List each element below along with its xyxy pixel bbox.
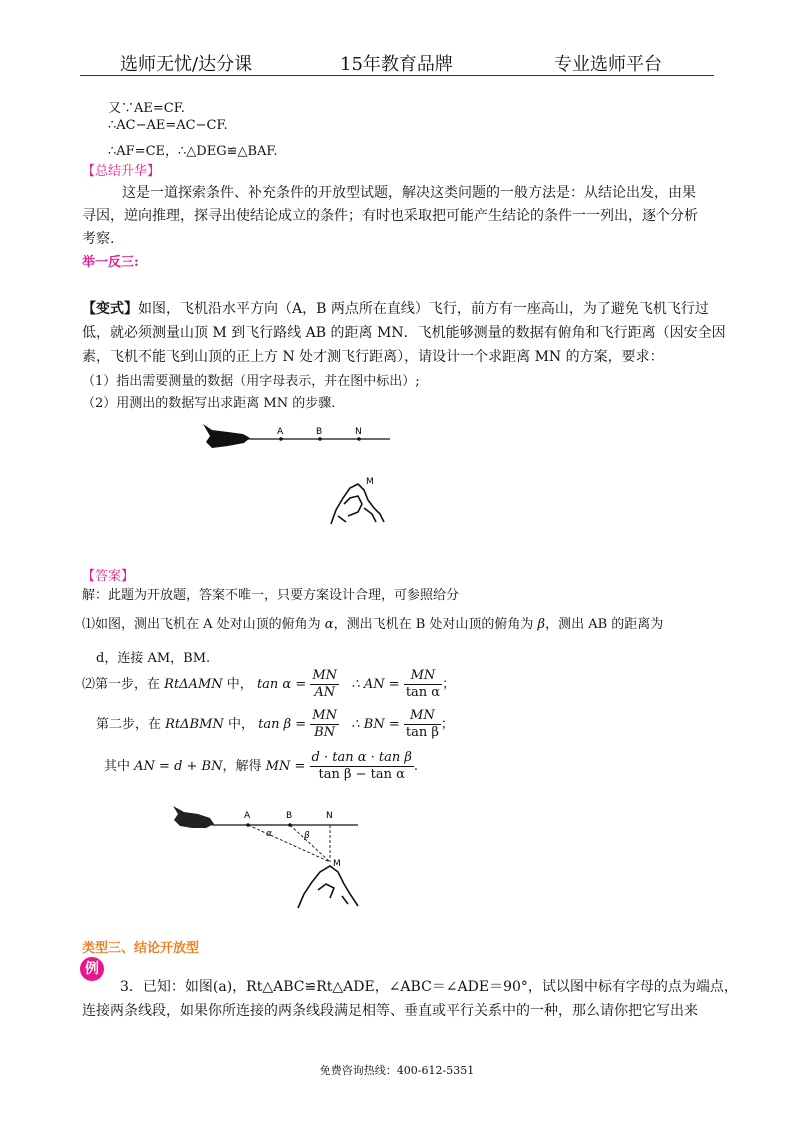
point-n (357, 437, 361, 441)
frac-mn-tana: $\frac{MN}{\text{tan α}}$ (405, 668, 441, 700)
point-a (279, 437, 283, 441)
frac-mn-bn: $\frac{MN}{BN}$ (312, 708, 337, 740)
triangle-bmn: RtΔBMN (165, 717, 224, 732)
proof-line-3: ∴AF=CE，∴△DEG≌△BAF. (108, 144, 278, 159)
summary-line-2: 寻因，逆向推理，探寻出使结论成立的条件；有时也采取把可能产生结论的条件一一列出，逐个分析 (82, 208, 698, 224)
semi-1: ； (442, 677, 456, 692)
triangle-amn: RtΔAMN (164, 677, 223, 692)
header-center: 15年教育品牌 (340, 54, 453, 75)
tan-alpha-eq: tan α = (256, 677, 307, 692)
figure-1 (198, 418, 398, 538)
proof-line-1: 又∵AE=CF. (108, 101, 185, 116)
type3-heading: 类型三、结论开放型 (82, 941, 200, 956)
proof-line-2: ∴AC−AE=AC−CF. (108, 118, 228, 133)
summary-line-1: 这是一道探索条件、补充条件的开放型试题，解决这类问题的一般方法是：从结论出发，由果 (122, 185, 696, 201)
example-badge: 例 (80, 957, 104, 981)
label-m: M (333, 859, 341, 869)
point-b (318, 437, 322, 441)
an-eq: ∴ AN = (351, 677, 400, 692)
frac-mn-an: $\frac{MN}{AN}$ (312, 668, 338, 700)
semi-2: ； (440, 717, 454, 732)
label-b: B (286, 811, 293, 821)
answer-step-2 (82, 668, 455, 701)
step3-zhong: 中， (227, 717, 254, 732)
answer-step-1 (82, 613, 663, 632)
answer-intro: 解：此题为开放题，答案不唯一，只要方案设计合理，可参照给分 (82, 588, 460, 603)
mountain-icon (298, 866, 358, 908)
step2-zhong: 中， (226, 677, 253, 692)
label-a: A (244, 811, 251, 821)
airplane-icon (173, 806, 214, 828)
mn-eq: MN = (265, 759, 306, 774)
summary-line-3: 考察. (82, 231, 115, 247)
airplane-icon (203, 424, 250, 448)
label-m: M (366, 477, 374, 487)
summary-label: 【总结升华】 (82, 164, 161, 179)
frac-final: $\frac{\text{d · tan α · tan β}}{\text{tan β − tan α}}$ (311, 750, 412, 782)
frac-mn-tanb: $\frac{MN}{\text{tan β}}$ (405, 708, 439, 740)
variant-line-4: （1）指出需要测量的数据（用字母表示，并在图中标出）; (82, 374, 420, 389)
step4-jiede: ，解得 (222, 759, 262, 774)
bn-eq: ∴ BN = (351, 717, 400, 732)
figure-2 (170, 798, 370, 918)
example-line-1: 3．已知：如图(a)，Rt△ABC≌Rt△ADE，∠ABC＝∠ADE＝90°，试以图中标有字母的点为端点， (120, 979, 738, 995)
variant-line-1 (82, 298, 709, 318)
step3-label: 第二步，在 (96, 717, 162, 732)
footer-hotline: 免费咨询热线：400-612-5351 (319, 1064, 475, 1077)
mountain-icon (331, 484, 384, 524)
step1-text-b: ，测出飞机在 B 处对山顶的俯角为 (333, 617, 534, 632)
variant-line-3: 素，飞机不能飞到山顶的正上方 N 处才测飞行距离），请设计一个求距离 MN 的方案，要求： (82, 349, 664, 365)
label-b: B (316, 427, 323, 437)
relation-an: AN = d + BN (134, 759, 223, 774)
example-line-2: 连接两条线段，如果你所连接的两条线段满足相等、垂直或平行关系中的一种，那么请你把它写出来 (82, 1003, 698, 1019)
label-alpha: α (266, 829, 272, 839)
juyi-heading: 举一反三: (82, 255, 139, 270)
answer-step-3 (96, 708, 454, 741)
label-beta: β (304, 831, 310, 841)
beta-symbol: β (537, 617, 546, 632)
alpha-symbol: α (324, 617, 334, 632)
line-bm (290, 825, 330, 862)
answer-step-1-cont: d，连接 AM，BM. (96, 651, 211, 666)
step1-text-c: ，测出 AB 的距离为 (545, 617, 664, 632)
header-right: 专业选师平台 (554, 54, 662, 75)
step1-text-a: ⑴如图，测出飞机在 A 处对山顶的俯角为 (82, 617, 321, 632)
line-am (248, 825, 330, 862)
label-n: N (355, 427, 362, 437)
step4-label: 其中 (104, 759, 131, 774)
label-a: A (277, 427, 284, 437)
variant-line-2: 低，就必须测量山顶 M 到飞行路线 AB 的距离 MN．飞机能够测量的数据有俯角和飞行距离（因安全因 (82, 325, 726, 341)
tan-beta-eq: tan β = (258, 717, 307, 732)
step2-label: ⑵第一步，在 (82, 677, 161, 692)
header-divider (80, 75, 714, 76)
period: . (413, 759, 419, 774)
answer-step-4 (104, 750, 418, 783)
answer-label: 【答案】 (82, 569, 135, 584)
variant-label: 【变式】 (82, 301, 138, 317)
header-left: 选师无忧/达分课 (120, 54, 253, 75)
variant-line-5: （2）用测出的数据写出求距离 MN 的步骤. (82, 396, 336, 411)
label-n: N (326, 811, 333, 821)
variant-text-1: 如图，飞机沿水平方向（A，B 两点所在直线）飞行，前方有一座高山，为了避免飞机飞行过 (138, 301, 709, 317)
